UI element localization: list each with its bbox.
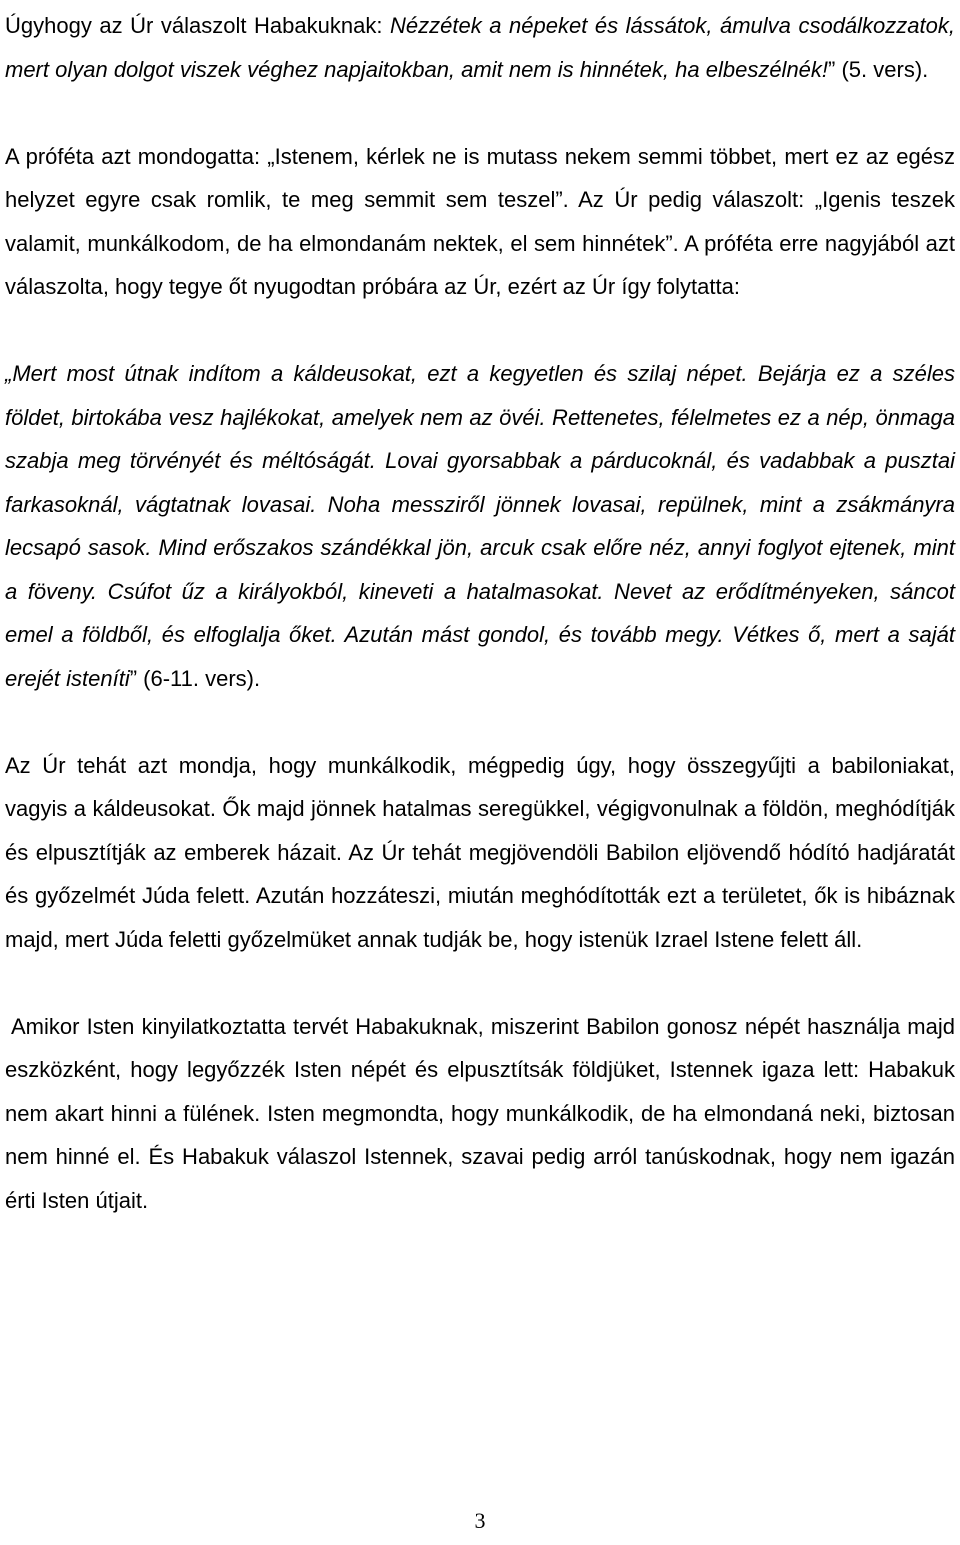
paragraph-gap (5, 91, 955, 135)
paragraph-gap (5, 309, 955, 353)
paragraph-2-text: A próféta azt mondogatta: „Istenem, kérlek ne is mutass nekem semmi többet, mert ez az egész helyzet egyre csak romlik, te meg semmit sem teszel”. Az Úr pedig válaszolt: „Igenis teszek valamit, munkálkodom, de ha elmondanám nektek, el sem hinnétek”. A próféta erre nagyjából azt válaszolta, hogy tegye őt nyugodtan próbára az Úr, ezért az Úr így folytatta: (5, 143, 955, 299)
paragraph-3 (5, 352, 955, 700)
paragraph-5-text: Amikor Isten kinyilatkoztatta tervét Habakuknak, miszerint Babilon gonosz népét használja majd eszközként, hogy legyőzzék Isten népét és elpusztítsák földjüket, Istennek igaza lett: Habakuk nem akart hinni a fülének. Isten megmondta, hogy munkálkodik, de ha elmondaná neki, biztosan nem hinné el. És Habakuk válaszol Istennek, szavai pedig arról tanúskodnak, hogy nem igazán érti Isten útjait. (5, 1013, 955, 1213)
paragraph-5 (5, 1005, 955, 1223)
paragraph-2 (5, 135, 955, 309)
paragraph-3-reference: ” (6-11. vers). (129, 665, 261, 691)
paragraph-1-quote: Nézzétek a népeket és lássátok, ámulva csodálkozzatok, mert olyan dolgot viszek véghez napjaitokban, amit nem is hinnétek, ha elbeszélnék! (5, 13, 955, 82)
paragraph-4 (5, 744, 955, 962)
paragraph-1-text: Úgyhogy az Úr válaszolt Habakuknak: (5, 13, 390, 38)
paragraph-1-reference: ” (5. vers). (828, 56, 929, 82)
page-number: 3 (474, 1508, 486, 1533)
paragraph-3-quote: „Mert most útnak indítom a káldeusokat, ezt a kegyetlen és szilaj népet. Bejárja ez a széles földet, birtokába vesz hajlékokat, amelyek nem az övéi. Rettenetes, félelmetes ez a nép, önmaga szabja meg törvényét és méltóságát. Lovai gyorsabbak a párducoknál, és vadabbak a pusztai farkasoknál, vágtatnak lovasai. Noha messziről jönnek lovasai, repülnek, mint a zsákmányra lecsapó sasok. Mind erőszakos szándékkal jön, arcuk csak előre néz, annyi foglyot ejtenek, mint a föveny. Csúfot űz a királyokból, kineveti a hatalmasokat. Nevet az erődítményeken, sáncot emel a földből, és elfoglalja őket. Azután mást gondol, és tovább megy. Vétkes ő, mert a saját erejét isteníti (5, 361, 955, 691)
paragraph-1 (5, 4, 955, 91)
paragraph-gap (5, 700, 955, 744)
document-body (5, 4, 955, 1222)
paragraph-4-text: Az Úr tehát azt mondja, hogy munkálkodik, mégpedig úgy, hogy összegyűjti a babiloniakat, vagyis a káldeusokat. Ők majd jönnek hatalmas seregükkel, végigvonulnak a földön, meghódítják és elpusztítják az emberek házait. Az Úr tehát megjövendöli Babilon eljövendő hódító hadjáratát és győzelmét Júda felett. Azután hozzáteszi, miután meghódították ezt a területet, ők is hibáznak majd, mert Júda feletti győzelmüket annak tudják be, hogy istenük Izrael Istene felett áll. (5, 752, 955, 952)
paragraph-gap (5, 961, 955, 1005)
